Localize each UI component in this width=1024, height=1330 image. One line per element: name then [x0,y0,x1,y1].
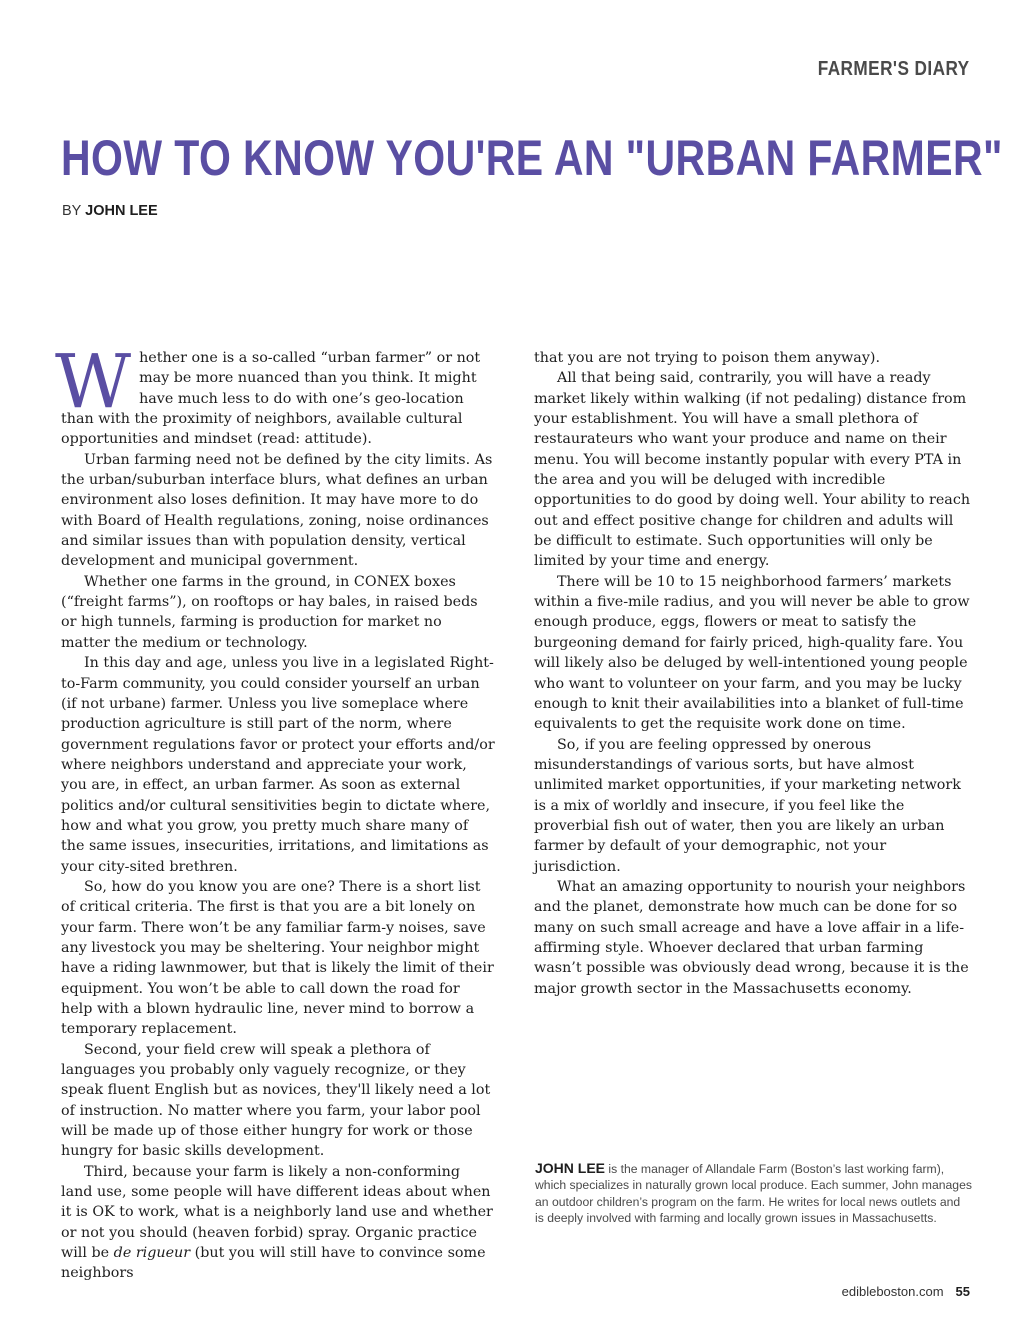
author-bio [535,1160,972,1227]
paragraph-text: (but you will still have to convince some neighbors [61,1245,486,1282]
article-paragraph [61,1162,495,1284]
article-paragraph: There will be 10 to 15 neighborhood farmers’ markets within a five-mile radius, and you will never be able to grow enough produce, eggs, flowers or meat to satisfy the burgeoning demand for fairly priced, high-quality fare. You will likely also be deluged by well-intentioned young people who want to volunteer on your farm, and you may be lucky enough to knit their availabilities into a blanket of full-time equivalents to get the requisite work done on time. [534,573,970,733]
page-number: 55 [955,1284,970,1299]
drop-cap: W [55,339,132,425]
paragraph-text: Third, because your farm is likely a non-conforming land use, some people will have different ideas about when it is OK to work, what is a neighborly land use and whether or not you should (heaven forbid) spray. Organic practice will be [61,1163,493,1262]
article-column-right [534,348,971,999]
paragraph-text: hether one is a so-called “urban farmer” or not may be more nuanced than you think. It might have much less to do with one’s geo-location than with the proximity of neighbors, available cultural opportunities and mindset (read: attitude). [61,350,481,448]
article-paragraph: Whether one farms in the ground, in CONEX boxes (“freight farms”), on rooftops or hay bales, in raised beds or high tunnels, farming is production for market no matter the medium or technology. [61,573,478,651]
byline [62,203,158,219]
article-paragraph: So, if you are feeling oppressed by onerous misunderstandings of various sorts, but have almost unlimited market opportunities, if your marketing network is a mix of worldly and insecure, if you feel like the proverbial fish out of water, then you are likely an urban farmer by default of your demographic, not your jurisdiction. [534,736,961,875]
article-paragraph [55,339,495,450]
bio-text: is the manager of Allandale Farm (Boston’s last working farm), which specializes in naturally grown local produce. Each summer, John manages an outdoor children’s program on the farm. He writes for local news outlets and is deeply involved with farming and locally grown issues in Massachusetts. [535,1162,972,1226]
byline-author: JOHN LEE [85,203,158,219]
article-paragraph: In this day and age, unless you live in a legislated Right-to-Farm community, you could consider yourself an urban (if not urbane) farmer. Unless you live someplace where production agriculture is still part of the norm, where government regulations favor or protect your efforts and/or where neighbors understand and appreciate your work, you are, in effect, an urban farmer. As soon as external politics and/or cultural sensitivities begin to dictate where, how and what you grow, you pretty much share many of the same issues, insecurities, irritations, and limitations as your city-sited brethren. [61,655,495,875]
article-paragraph: What an amazing opportunity to nourish your neighbors and the planet, demonstrate how much can be done for so many on such small acreage and have a love affair in a life-affirming style. Whoever declared that urban farming wasn’t possible was obviously dead wrong, because it is the major growth sector in the Massachusetts economy. [534,878,969,997]
article-paragraph: Second, your field crew will speak a plethora of languages you probably only vaguely recognize, or they speak fluent English but as novices, they'll likely need a lot of instruction. No matter where you farm, your labor pool will be made up of those either hungry for work or those hungry for basic skills development. [61,1041,491,1160]
article-paragraph: All that being said, contrarily, you will have a ready market likely within walking (if not pedaling) distance from your establishment. You will have a small plethora of restaurateurs who want your produce and name on their menu. You will become instantly popular with every PTA in the area and you will be deluged with incredible opportunities to do good by doing well. Your ability to reach out and effect positive change for children and adults will be difficult to estimate. Such opportunities will only be limited by your time and energy. [534,370,971,570]
article-headline: HOW TO KNOW YOU'RE AN "URBAN FARMER" [61,130,1003,186]
bio-author-name: JOHN LEE [535,1160,606,1176]
article-paragraph: that you are not trying to poison them anyway). [534,350,881,366]
footer-site: edibleboston.com [841,1284,944,1299]
article-paragraph: So, how do you know you are one? There is a short list of critical criteria. The first is that you are a bit lonely on your farm. There won’t be any familiar farm-y noises, save any livestock you may be sheltering. Your neighbor might have a riding lawnmower, but that is likely the limit of their equipment. You won’t be able to call down the road for help with a blown hydraulic line, never mind to borrow a temporary replacement. [61,878,494,1038]
article-column-left [55,339,495,1284]
page-footer [842,1284,970,1299]
byline-prefix: BY [62,203,82,219]
article-paragraph: Urban farming need not be defined by the city limits. As the urban/suburban interface blurs, what defines an urban environment also loses definition. It may have more to do with Board of Health regulations, zoning, noise ordinances and similar issues than with population density, vertical development and municipal government. [61,451,493,570]
section-label: FARMER'S DIARY [818,58,970,80]
emphasis-text: de rigueur [113,1245,191,1262]
